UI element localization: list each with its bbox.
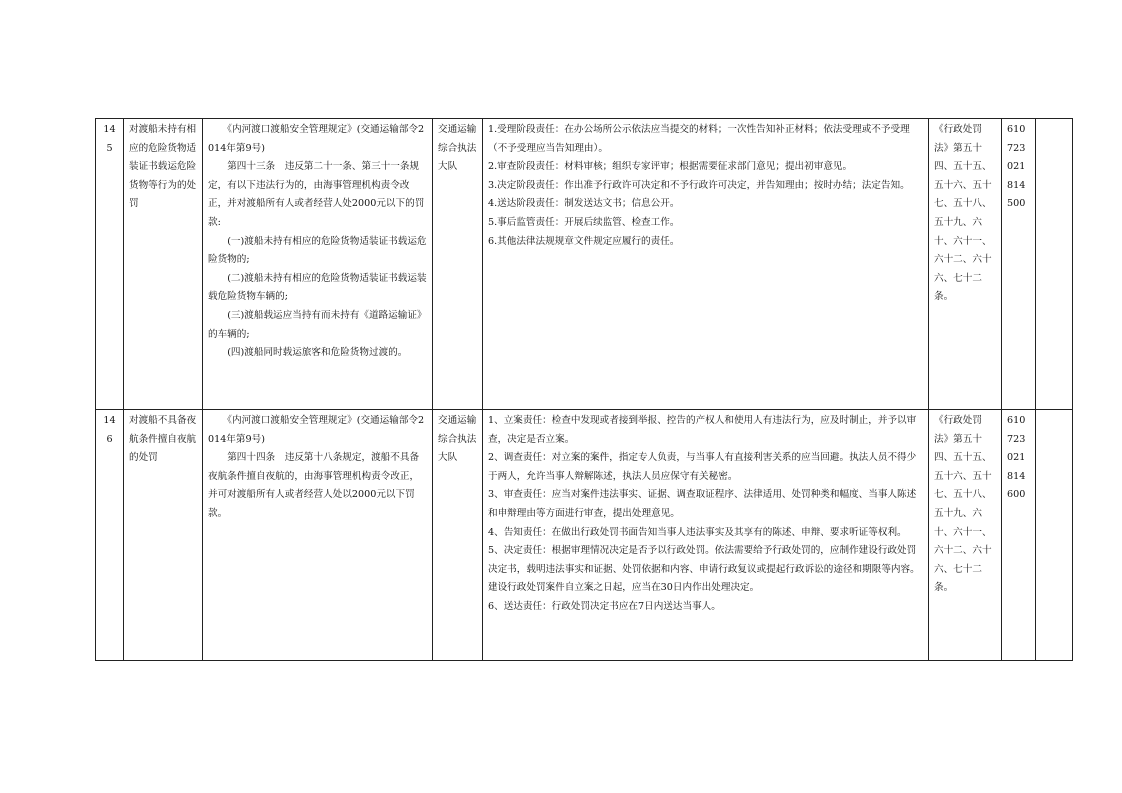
- basis-title: 《内河渡口渡船安全管理规定》(交通运输部令2014年第9号): [208, 415, 425, 445]
- item-code-part: 610: [1007, 415, 1026, 426]
- responsibility-item: 2、调查责任：对立案的案件，指定专人负责，与当事人有直接利害关系的应当回避。执法人员不得少于两人，允许当事人辩解陈述，执法人员应保守有关秘密。: [488, 452, 917, 482]
- item-number-part: 14: [103, 415, 116, 426]
- item-code-part: 021: [1007, 452, 1026, 464]
- basis-paragraph: (三)渡船载运应当持有而未持有《道路运输证》的车辆的;: [208, 309, 427, 340]
- responsibility-item: 5.事后监管责任：开展后续监管、检查工作。: [488, 216, 680, 228]
- item-name-cell: 对渡船未持有相应的危险货物适装证书载运危险货物等行为的处罚: [124, 119, 203, 410]
- responsibility-item: 1.受理阶段责任：在办公场所公示依法应当提交的材料；一次性告知补正材料；依法受理或不予受理（不予受理应当告知理由）。: [488, 124, 910, 154]
- basis-paragraph: (四)渡船同时载运旅客和危险货物过渡的。: [227, 347, 408, 359]
- responsibility-item: 1、立案责任：检查中发现或者接到举报、控告的产权人和使用人有违法行为，应及时制止，并予以审查，决定是否立案。: [488, 415, 917, 445]
- responsibility-cell: [483, 119, 929, 410]
- law-reference-cell: 《行政处罚法》第五十四、五十五、五十六、五十七、五十八、五十九、六十、六十一、六十二、六十六、七十二条。: [929, 410, 1002, 661]
- responsibility-item: 6.其他法律法规规章文件规定应履行的责任。: [488, 235, 680, 247]
- department-cell: 交通运输综合执法大队: [433, 119, 483, 410]
- item-code-part: 021: [1007, 161, 1026, 173]
- item-code-part: 723: [1007, 142, 1026, 154]
- remark-cell: [1036, 410, 1073, 661]
- item-code-part: 600: [1007, 489, 1026, 501]
- responsibility-item: 4.送达阶段责任：制发送达文书；信息公开。: [488, 198, 680, 210]
- item-code-part: 814: [1007, 470, 1026, 482]
- item-number-part: 6: [106, 433, 113, 445]
- responsibility-cell: [483, 410, 929, 661]
- responsibility-item: 3.决定阶段责任：作出准予行政许可决定和不予行政许可决定，并告知理由；按时办结；法定告知。: [488, 179, 910, 191]
- item-number-cell: [96, 410, 124, 661]
- responsibility-item: 3、审查责任：应当对案件违法事实、证据、调查取证程序、法律适用、处罚种类和幅度、当事人陈述和申辩理由等方面进行审查，提出处理意见。: [488, 489, 917, 519]
- item-code-part: 723: [1007, 433, 1026, 445]
- table-row: [96, 410, 1073, 661]
- item-code-part: 610: [1007, 124, 1026, 135]
- responsibility-item: 2.审查阶段责任：材料审核；组织专家评审；根据需要征求部门意见；提出初审意见。: [488, 161, 853, 173]
- item-number-cell: [96, 119, 124, 410]
- item-code-part: 500: [1007, 198, 1026, 210]
- basis-paragraph: (二)渡船未持有相应的危险货物适装证书载运装载危险货物车辆的;: [208, 272, 427, 303]
- item-number-part: 5: [106, 142, 113, 154]
- basis-paragraph: 第四十四条 违反第十八条规定，渡船不具备夜航条件擅自夜航的，由海事管理机构责令改正，并可对渡船所有人或者经营人处以2000元以下罚款。: [208, 452, 420, 519]
- legal-basis-cell: [203, 410, 433, 661]
- legal-basis-cell: [203, 119, 433, 410]
- item-code-cell: [1002, 410, 1036, 661]
- law-reference-cell: 《行政处罚法》第五十四、五十五、五十六、五十七、五十八、五十九、六十、六十一、六十二、六十六、七十二条。: [929, 119, 1002, 410]
- basis-paragraph: 第四十三条 违反第二十一条、第三十一条规定，有以下违法行为的，由海事管理机构责令改正，并对渡船所有人或者经营人处2000元以下的罚款:: [208, 161, 425, 228]
- penalty-list-table: [95, 118, 1073, 661]
- table-row: [96, 119, 1073, 410]
- basis-title: 《内河渡口渡船安全管理规定》(交通运输部令2014年第9号): [208, 124, 425, 154]
- basis-paragraph: (一)渡船未持有相应的危险货物适装证书载运危险货物的;: [208, 235, 427, 266]
- item-code-part: 814: [1007, 179, 1026, 191]
- responsibility-item: 6、送达责任：行政处罚决定书应在7日内送达当事人。: [488, 600, 721, 612]
- item-name-cell: 对渡船不具备夜航条件擅自夜航的处罚: [124, 410, 203, 661]
- responsibility-item: 5、决定责任：根据审理情况决定是否予以行政处罚。依法需要给予行政处罚的，应制作建设行政处罚决定书，载明违法事实和证据、处罚依据和内容、申请行政复议或提起行政诉讼的途径和期限等内容。建设行政处罚案件自立案之日起，应当在30日内作出处理决定。: [488, 545, 920, 594]
- remark-cell: [1036, 119, 1073, 410]
- responsibility-item: 4、告知责任：在做出行政处罚书面告知当事人违法事实及其享有的陈述、申辩、要求听证等权利。: [488, 526, 907, 538]
- department-cell: 交通运输综合执法大队: [433, 410, 483, 661]
- item-code-cell: [1002, 119, 1036, 410]
- item-number-part: 14: [103, 124, 116, 135]
